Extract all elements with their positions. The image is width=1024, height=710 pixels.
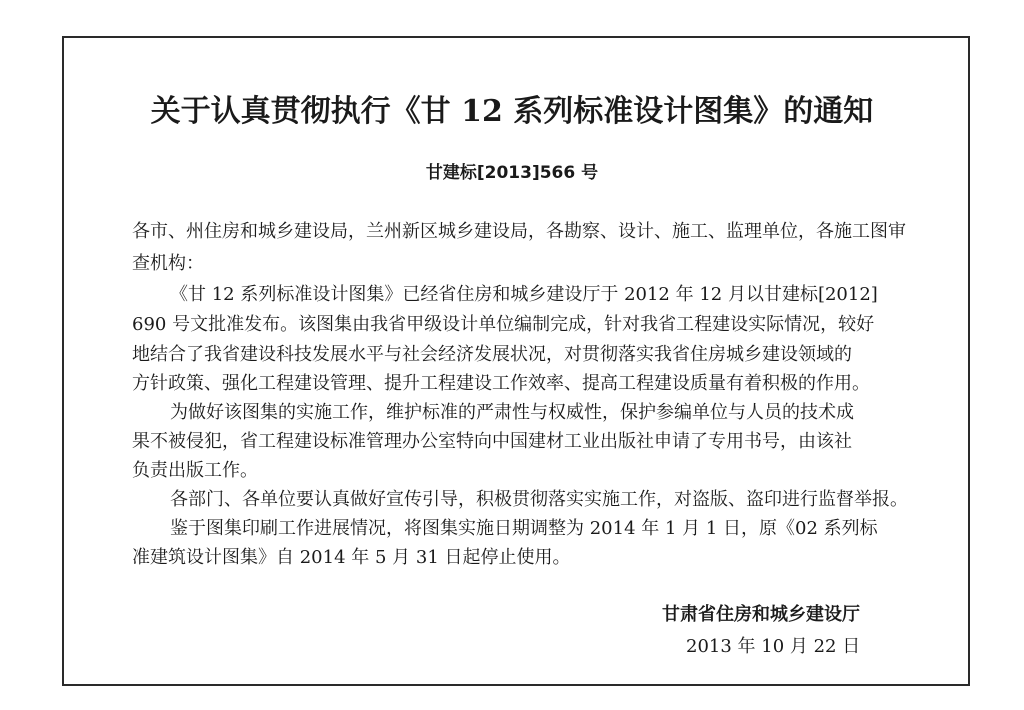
body-line-2: 查机构： xyxy=(132,253,204,274)
body-line-10: 各部门、各单位要认真做好宣传引导，积极贯彻落实实施工作，对盗版、盗印进行监督举报。 xyxy=(170,489,908,510)
document-title: 关于认真贯彻执行《甘 12 系列标准设计图集》的通知 xyxy=(150,94,874,129)
body-line-1: 各市、州住房和城乡建设局，兰州新区城乡建设局，各勘察、设计、施工、监理单位，各施工图审 xyxy=(132,221,906,242)
body-line-11: 鉴于图集印刷工作进展情况，将图集实施日期调整为 2014 年 1 月 1 日，原《02 系列标 xyxy=(170,518,878,539)
signature-date: 2013 年 10 月 22 日 xyxy=(686,636,861,657)
body-line-5: 地结合了我省建设科技发展水平与社会经济发展状况，对贯彻落实我省住房城乡建设领域的 xyxy=(132,344,852,365)
body-line-4: 690 号文批准发布。该图集由我省甲级设计单位编制完成，针对我省工程建设实际情况，较好 xyxy=(132,314,875,335)
body-line-6: 方针政策、强化工程建设管理、提升工程建设工作效率、提高工程建设质量有着积极的作用。 xyxy=(132,373,870,394)
signature-organization: 甘肃省住房和城乡建设厅 xyxy=(662,604,860,625)
body-line-9: 负责出版工作。 xyxy=(132,460,258,481)
body-line-7: 为做好该图集的实施工作，维护标准的严肃性与权威性，保护参编单位与人员的技术成 xyxy=(170,402,854,423)
body-line-8: 果不被侵犯，省工程建设标准管理办公室特向中国建材工业出版社申请了专用书号，由该社 xyxy=(132,431,852,452)
body-line-3: 《甘 12 系列标准设计图集》已经省住房和城乡建设厅于 2012 年 12 月以甘建标[2012] xyxy=(170,284,878,305)
body-line-12: 准建筑设计图集》自 2014 年 5 月 31 日起停止使用。 xyxy=(132,547,571,568)
document-number: 甘建标[2013]566 号 xyxy=(425,163,599,183)
